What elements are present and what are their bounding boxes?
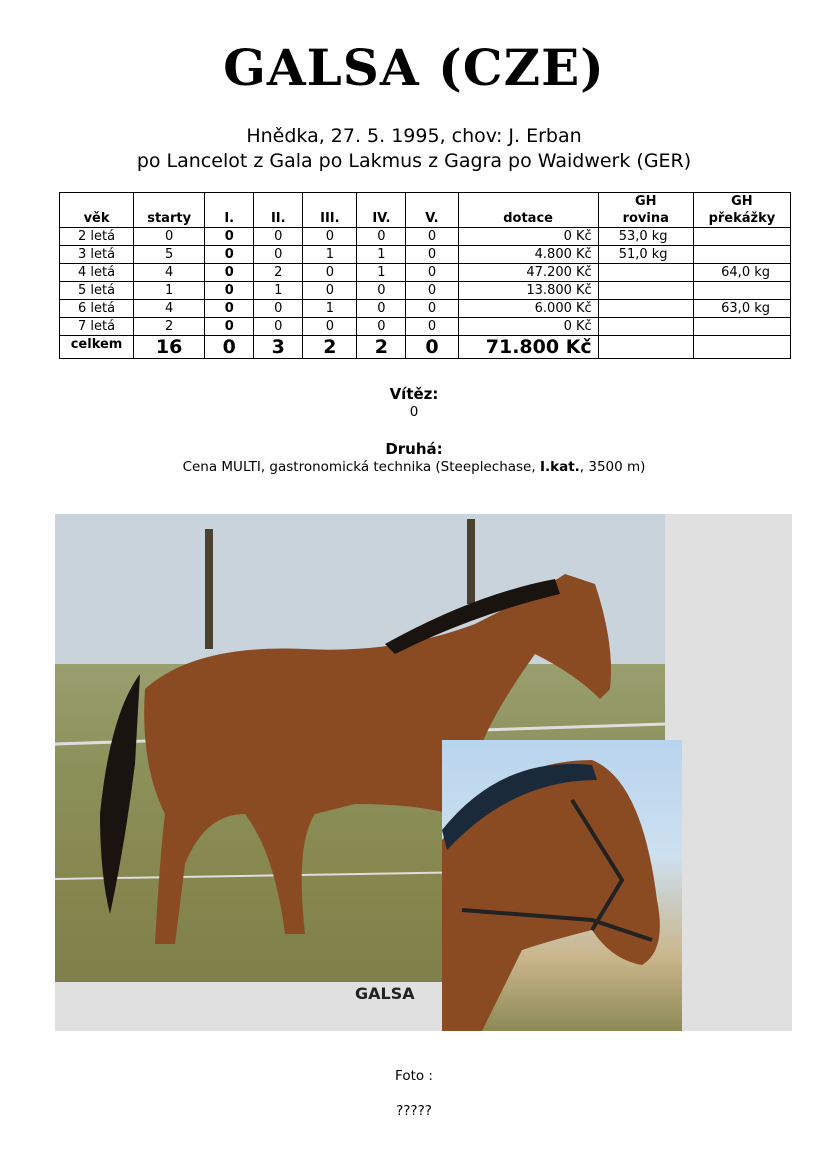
cell-second: 0 bbox=[254, 318, 303, 336]
table-header-row bbox=[60, 193, 791, 228]
horse-photo-head-closeup bbox=[442, 740, 682, 1031]
table-total-row bbox=[60, 336, 791, 359]
horse-name-title: GALSA (CZE) bbox=[223, 38, 605, 97]
cell-first: 0 bbox=[205, 264, 254, 282]
table-row bbox=[60, 246, 791, 264]
cell-prize: 6.000 Kč bbox=[458, 300, 598, 318]
winner-heading: Vítěz: bbox=[389, 385, 439, 403]
cell-fifth: 0 bbox=[406, 300, 458, 318]
cell-age: 4 letá bbox=[60, 264, 134, 282]
total-cell-third: 2 bbox=[303, 336, 357, 359]
total-cell-starts: 16 bbox=[134, 336, 205, 359]
col-header-prize: dotace bbox=[458, 193, 598, 228]
cell-fourth: 0 bbox=[357, 228, 406, 246]
cell-starts: 4 bbox=[134, 300, 205, 318]
cell-prize: 0 Kč bbox=[458, 318, 598, 336]
cell-third: 0 bbox=[303, 282, 357, 300]
cell-third: 0 bbox=[303, 264, 357, 282]
col-header-starts: starty bbox=[134, 193, 205, 228]
second-race-text-a: Cena MULTI, gastronomická technika (Steeplechase, bbox=[182, 459, 540, 475]
cell-fifth: 0 bbox=[406, 264, 458, 282]
cell-prize: 47.200 Kč bbox=[458, 264, 598, 282]
horse-photo-area bbox=[55, 514, 792, 1031]
cell-starts: 1 bbox=[134, 282, 205, 300]
total-cell-first: 0 bbox=[205, 336, 254, 359]
col-header-fourth: IV. bbox=[357, 193, 406, 228]
cell-age: 5 letá bbox=[60, 282, 134, 300]
total-cell-gh-flat bbox=[598, 336, 693, 359]
cell-first: 0 bbox=[205, 246, 254, 264]
cell-starts: 5 bbox=[134, 246, 205, 264]
horse-head-illustration bbox=[442, 740, 682, 1031]
table-row bbox=[60, 264, 791, 282]
cell-second: 0 bbox=[254, 300, 303, 318]
cell-third: 1 bbox=[303, 300, 357, 318]
cell-fourth: 0 bbox=[357, 282, 406, 300]
gh-jump-line2: překážky bbox=[708, 211, 776, 226]
cell-gh-jump bbox=[693, 228, 790, 246]
photo-credit-value: ????? bbox=[396, 1103, 432, 1119]
cell-fourth: 1 bbox=[357, 264, 406, 282]
col-header-age: věk bbox=[60, 193, 134, 228]
col-header-second: II. bbox=[254, 193, 303, 228]
horse-pedigree: po Lancelot z Gala po Lakmus z Gagra po Waidwerk (GER) bbox=[136, 150, 692, 172]
cell-third: 0 bbox=[303, 228, 357, 246]
cell-first: 0 bbox=[205, 282, 254, 300]
cell-fourth: 0 bbox=[357, 318, 406, 336]
total-cell-fourth: 2 bbox=[357, 336, 406, 359]
col-header-fifth: V. bbox=[406, 193, 458, 228]
table-row bbox=[60, 228, 791, 246]
cell-first: 0 bbox=[205, 300, 254, 318]
cell-third: 0 bbox=[303, 318, 357, 336]
gh-flat-line2: rovina bbox=[622, 211, 669, 226]
second-race-text-b: , 3500 m) bbox=[579, 459, 646, 475]
cell-third: 1 bbox=[303, 246, 357, 264]
total-cell-age: celkem bbox=[60, 336, 134, 359]
horse-details: Hnědka, 27. 5. 1995, chov: J. Erban bbox=[246, 125, 582, 147]
photo-caption: GALSA bbox=[355, 984, 415, 1003]
cell-gh-jump bbox=[693, 246, 790, 264]
cell-gh-flat bbox=[598, 300, 693, 318]
cell-second: 0 bbox=[254, 246, 303, 264]
cell-age: 7 letá bbox=[60, 318, 134, 336]
col-header-first: I. bbox=[205, 193, 254, 228]
cell-age: 2 letá bbox=[60, 228, 134, 246]
cell-prize: 4.800 Kč bbox=[458, 246, 598, 264]
cell-gh-jump: 64,0 kg bbox=[693, 264, 790, 282]
cell-gh-flat bbox=[598, 282, 693, 300]
cell-second: 1 bbox=[254, 282, 303, 300]
total-cell-second: 3 bbox=[254, 336, 303, 359]
cell-gh-flat: 51,0 kg bbox=[598, 246, 693, 264]
cell-fifth: 0 bbox=[406, 318, 458, 336]
race-stats-table bbox=[59, 192, 791, 359]
cell-fifth: 0 bbox=[406, 228, 458, 246]
cell-fifth: 0 bbox=[406, 282, 458, 300]
total-cell-fifth: 0 bbox=[406, 336, 458, 359]
second-race-text bbox=[0, 459, 828, 475]
winner-value: 0 bbox=[409, 404, 419, 420]
cell-gh-flat: 53,0 kg bbox=[598, 228, 693, 246]
cell-gh-flat bbox=[598, 318, 693, 336]
second-race-category: I.kat. bbox=[539, 459, 580, 475]
table-row bbox=[60, 282, 791, 300]
total-cell-gh-jump bbox=[693, 336, 790, 359]
cell-prize: 13.800 Kč bbox=[458, 282, 598, 300]
cell-second: 2 bbox=[254, 264, 303, 282]
col-header-third: III. bbox=[303, 193, 357, 228]
cell-gh-jump bbox=[693, 282, 790, 300]
cell-gh-jump bbox=[693, 318, 790, 336]
cell-age: 3 letá bbox=[60, 246, 134, 264]
table-row bbox=[60, 300, 791, 318]
cell-gh-flat bbox=[598, 264, 693, 282]
photo-credit-label: Foto : bbox=[395, 1068, 433, 1084]
cell-age: 6 letá bbox=[60, 300, 134, 318]
cell-starts: 2 bbox=[134, 318, 205, 336]
cell-starts: 4 bbox=[134, 264, 205, 282]
cell-prize: 0 Kč bbox=[458, 228, 598, 246]
col-header-gh-flat bbox=[598, 193, 693, 228]
second-heading: Druhá: bbox=[385, 440, 443, 458]
gh-flat-line1: GH bbox=[634, 194, 657, 209]
col-header-gh-jump bbox=[693, 193, 790, 228]
table-row bbox=[60, 318, 791, 336]
cell-fourth: 0 bbox=[357, 300, 406, 318]
gh-jump-line1: GH bbox=[731, 194, 753, 209]
cell-first: 0 bbox=[205, 228, 254, 246]
cell-second: 0 bbox=[254, 228, 303, 246]
cell-starts: 0 bbox=[134, 228, 205, 246]
cell-fifth: 0 bbox=[406, 246, 458, 264]
cell-fourth: 1 bbox=[357, 246, 406, 264]
cell-first: 0 bbox=[205, 318, 254, 336]
total-cell-prize: 71.800 Kč bbox=[458, 336, 598, 359]
cell-gh-jump: 63,0 kg bbox=[693, 300, 790, 318]
